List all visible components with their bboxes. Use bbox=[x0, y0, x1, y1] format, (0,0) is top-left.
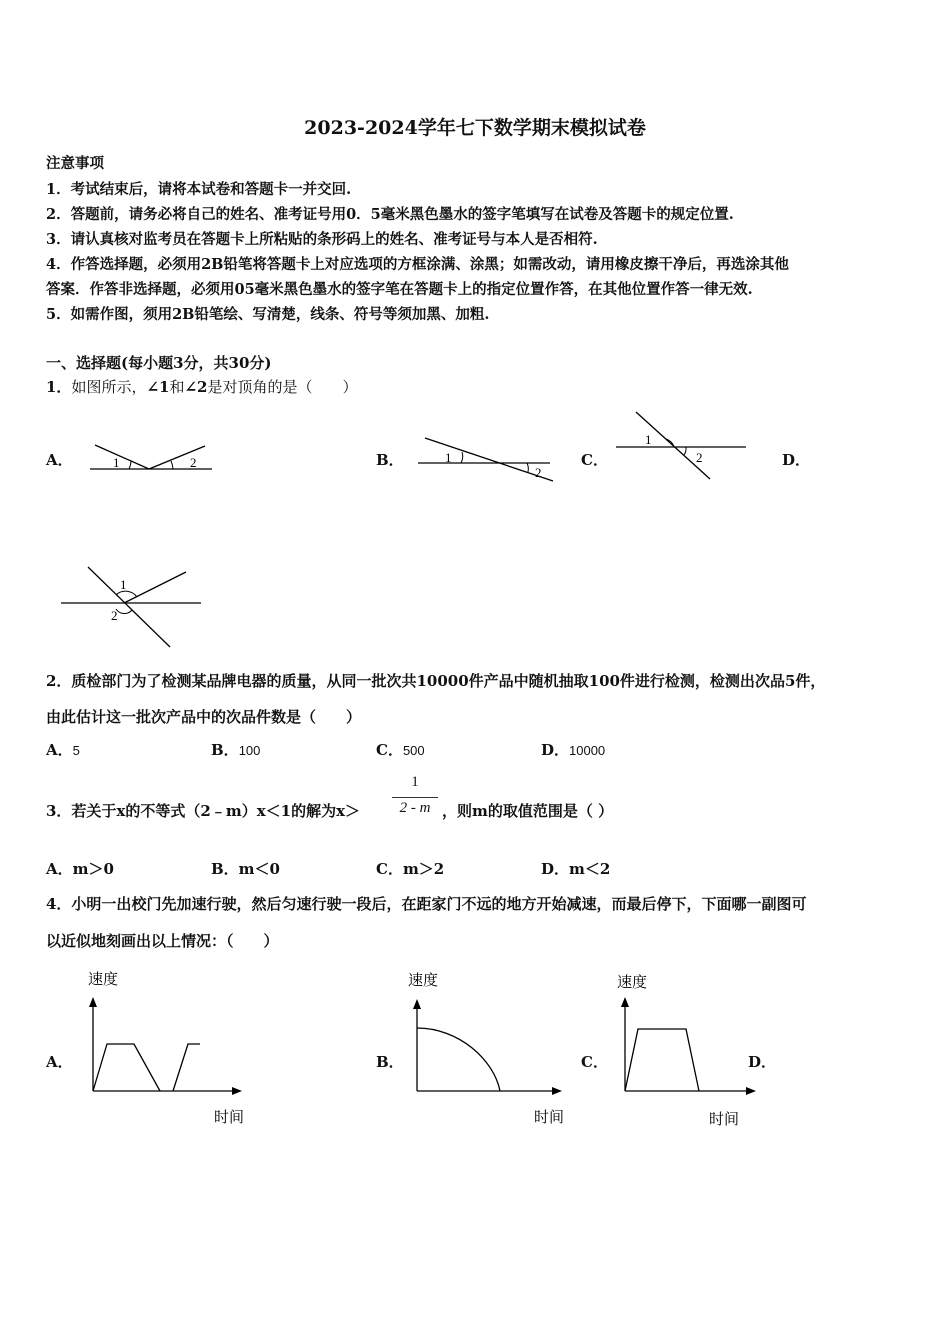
angle-label-1: 1 bbox=[113, 455, 120, 470]
option-label: D． bbox=[541, 741, 570, 759]
q2-option-c bbox=[376, 739, 425, 760]
option-value: 100 bbox=[238, 743, 261, 758]
q1-text-c: 是对顶角的是（ ） bbox=[207, 378, 358, 396]
question-2-line-2: 由此估计这一批次产品中的次品件数是（ ） bbox=[46, 708, 362, 726]
q4-graph-b bbox=[404, 965, 579, 1130]
option-label: A． bbox=[46, 741, 73, 759]
q4-graph-a bbox=[80, 965, 255, 1130]
q3-option-d: D．m＜2 bbox=[541, 860, 611, 878]
y-axis-label: 速度 bbox=[88, 972, 119, 988]
q4-graph-c bbox=[612, 965, 787, 1135]
x-axis-label: 时间 bbox=[709, 1112, 740, 1128]
option-value: 5 bbox=[72, 743, 80, 758]
question-number: 1． bbox=[46, 378, 72, 396]
q1-figure-d bbox=[58, 563, 208, 653]
q1-figure-b bbox=[415, 433, 560, 488]
question-3-text-b: ，则m的取值范围是（ ） bbox=[442, 802, 614, 820]
q2-option-b bbox=[211, 739, 260, 760]
notice-item-5: 5．如需作图，须用2B铅笔绘、写清楚，线条、符号等须加黑、加粗. bbox=[46, 306, 490, 323]
fraction-denominator: 2 - m bbox=[399, 800, 431, 816]
q1-option-c-label: C． bbox=[581, 451, 608, 469]
q1-figure-a bbox=[85, 440, 215, 475]
fraction-numerator: 1 bbox=[411, 774, 419, 790]
x-axis-label: 时间 bbox=[534, 1110, 565, 1126]
section-heading: 一、选择题(每小题3分，共30分) bbox=[46, 354, 272, 372]
q3-option-b: B．m＜0 bbox=[211, 860, 280, 878]
y-axis-label: 速度 bbox=[617, 975, 648, 991]
q1-option-b-label: B． bbox=[376, 451, 404, 469]
option-label: C． bbox=[376, 741, 403, 759]
angle-label-1: 1 bbox=[445, 450, 452, 465]
q3-option-c: C．m＞2 bbox=[376, 860, 445, 878]
q1-text-b: 和 bbox=[169, 378, 185, 396]
q1-text-a: 如图所示， bbox=[71, 378, 147, 396]
angle-label-2: 2 bbox=[190, 455, 197, 470]
option-value: 10000 bbox=[569, 743, 606, 758]
q2-option-a bbox=[46, 739, 80, 760]
notice-heading: 注意事项 bbox=[46, 155, 104, 172]
notice-item-3: 3．请认真核对监考员在答题卡上所粘贴的条形码上的姓名、准考证号与本人是否相符. bbox=[46, 231, 598, 248]
q1-option-a-label: A． bbox=[46, 451, 73, 469]
q2-option-d bbox=[541, 739, 605, 760]
q1-figure-c bbox=[612, 408, 752, 483]
x-axis-label: 时间 bbox=[214, 1110, 245, 1126]
q4-option-a-label: A． bbox=[46, 1053, 73, 1071]
page-title: 2023-2024学年七下数学期末模拟试卷 bbox=[304, 117, 646, 139]
q1-option-d-label: D． bbox=[782, 451, 811, 469]
q4-option-b-label: B． bbox=[376, 1053, 404, 1071]
fraction-bar bbox=[392, 797, 438, 798]
option-label: B． bbox=[211, 741, 239, 759]
notice-item-2: 2．答题前，请务必将自己的姓名、准考证号用0．5毫米黑色墨水的签字笔填写在试卷及答题卡的规定位置. bbox=[46, 206, 734, 223]
question-3-text-a: 3．若关于x的不等式（2﹣m）x＜1的解为x＞ bbox=[46, 802, 361, 820]
option-value: 500 bbox=[402, 743, 425, 758]
q3-option-a: A．m＞0 bbox=[46, 860, 114, 878]
q1-angle-2: ∠2 bbox=[184, 378, 208, 396]
question-4-line-2: 以近似地刻画出以上情况：（ ） bbox=[46, 932, 279, 950]
question-1 bbox=[46, 376, 358, 397]
question-2-line-1: 2．质检部门为了检测某品牌电器的质量，从同一批次共10000件产品中随机抽取100件进行检测，检测出次品5件， bbox=[46, 672, 826, 690]
notice-item-1: 1．考试结束后，请将本试卷和答题卡一并交回. bbox=[46, 181, 352, 198]
notice-item-4-cont: 答案．作答非选择题，必须用05毫米黑色墨水的签字笔在答题卡上的指定位置作答，在其他位置作答一律无效. bbox=[46, 281, 753, 298]
q4-option-d-label: D． bbox=[748, 1053, 777, 1071]
angle-label-2: 2 bbox=[535, 465, 542, 480]
angle-label-1: 1 bbox=[120, 577, 127, 592]
notice-item-4: 4．作答选择题，必须用2B铅笔将答题卡上对应选项的方框涂满、涂黑；如需改动，请用橡皮擦干净后，再选涂其他 bbox=[46, 256, 789, 273]
question-4-line-1: 4．小明一出校门先加速行驶，然后匀速行驶一段后，在距家门不远的地方开始减速，而最后停下，下面哪一副图可 bbox=[46, 895, 807, 913]
q4-option-c-label: C． bbox=[581, 1053, 608, 1071]
angle-label-2: 2 bbox=[696, 450, 703, 465]
y-axis-label: 速度 bbox=[408, 973, 439, 989]
angle-label-1: 1 bbox=[645, 432, 652, 447]
angle-label-2: 2 bbox=[111, 608, 118, 623]
q1-angle-1: ∠1 bbox=[146, 378, 170, 396]
